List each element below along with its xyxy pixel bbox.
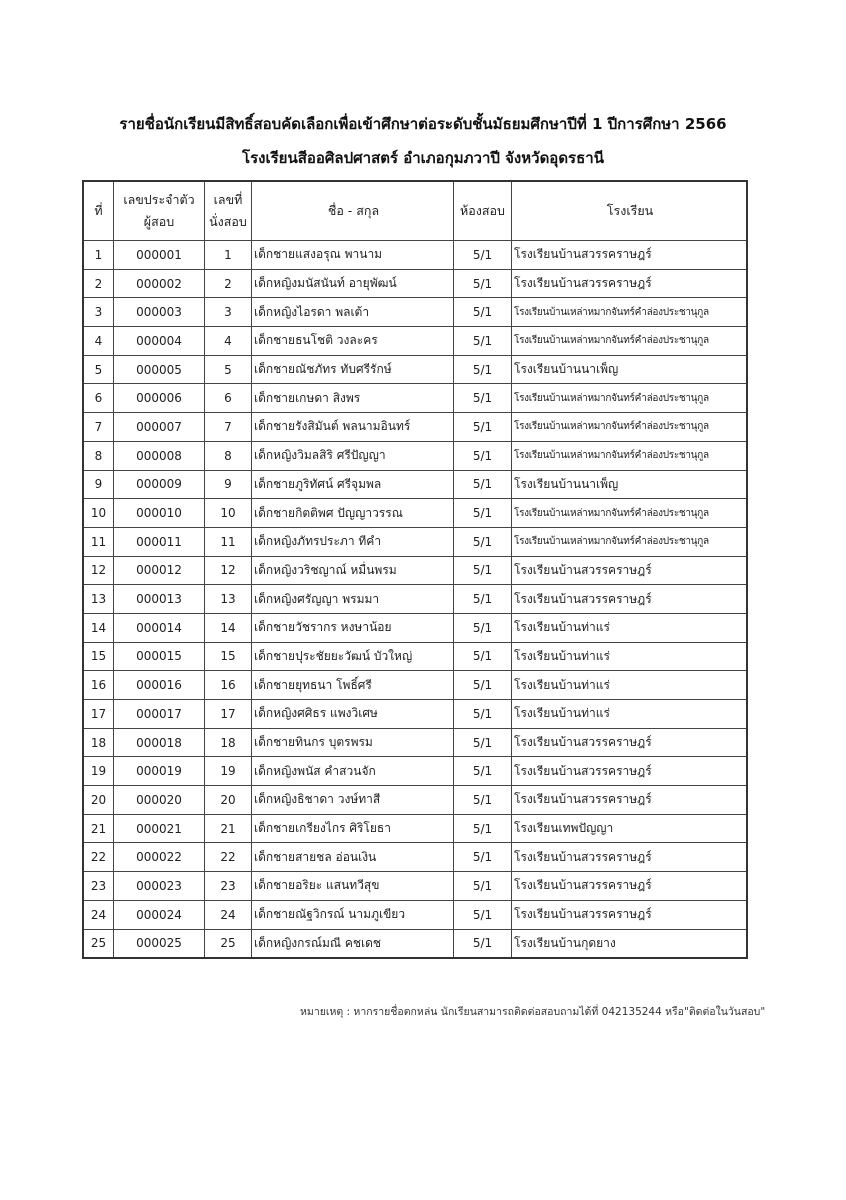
table-row bbox=[83, 900, 747, 929]
table-row bbox=[83, 757, 747, 786]
cell-no: 21 bbox=[83, 814, 114, 843]
cell-seat: 3 bbox=[205, 298, 252, 327]
cell-seat: 5 bbox=[205, 355, 252, 384]
cell-name: เด็กหญิงธิชาดา วงษ์ทาสี bbox=[252, 786, 454, 815]
col-header-exam-id bbox=[114, 181, 205, 241]
cell-seat: 22 bbox=[205, 843, 252, 872]
cell-room: 5/1 bbox=[454, 527, 512, 556]
cell-room: 5/1 bbox=[454, 499, 512, 528]
cell-school: โรงเรียนบ้านท่าแร่ bbox=[512, 613, 748, 642]
cell-exam-id: 000019 bbox=[114, 757, 205, 786]
cell-name: เด็กหญิงมนัสนันท์ อายุพัฒน์ bbox=[252, 269, 454, 298]
cell-exam-id: 000022 bbox=[114, 843, 205, 872]
cell-seat: 11 bbox=[205, 527, 252, 556]
cell-exam-id: 000025 bbox=[114, 929, 205, 958]
col-header-name: ชื่อ - สกุล bbox=[252, 181, 454, 241]
cell-school: โรงเรียนบ้านเหล่าหมากจันทร์คำล่องประชานุกูล bbox=[512, 413, 748, 442]
cell-no: 3 bbox=[83, 298, 114, 327]
cell-room: 5/1 bbox=[454, 814, 512, 843]
cell-school: โรงเรียนเทพปัญญา bbox=[512, 814, 748, 843]
cell-name: เด็กหญิงกรณ์มณี คชเดช bbox=[252, 929, 454, 958]
cell-name: เด็กชายณัฐวิกรณ์ นามภูเขียว bbox=[252, 900, 454, 929]
cell-no: 16 bbox=[83, 671, 114, 700]
table-row bbox=[83, 556, 747, 585]
col-header-school: โรงเรียน bbox=[512, 181, 748, 241]
cell-name: เด็กชายสายชล อ่อนเงิน bbox=[252, 843, 454, 872]
cell-exam-id: 000006 bbox=[114, 384, 205, 413]
cell-school: โรงเรียนบ้านเหล่าหมากจันทร์คำล่องประชานุกูล bbox=[512, 527, 748, 556]
table-row bbox=[83, 527, 747, 556]
cell-name: เด็กชายธนโชติ วงละคร bbox=[252, 327, 454, 356]
cell-exam-id: 000012 bbox=[114, 556, 205, 585]
cell-exam-id: 000015 bbox=[114, 642, 205, 671]
cell-no: 6 bbox=[83, 384, 114, 413]
cell-room: 5/1 bbox=[454, 556, 512, 585]
cell-no: 18 bbox=[83, 728, 114, 757]
cell-exam-id: 000003 bbox=[114, 298, 205, 327]
cell-school: โรงเรียนบ้านสวรรคราษฎร์ bbox=[512, 556, 748, 585]
table-row bbox=[83, 786, 747, 815]
cell-seat: 4 bbox=[205, 327, 252, 356]
cell-seat: 24 bbox=[205, 900, 252, 929]
cell-name: เด็กชายแสงอรุณ พานาม bbox=[252, 241, 454, 270]
cell-seat: 16 bbox=[205, 671, 252, 700]
cell-room: 5/1 bbox=[454, 355, 512, 384]
cell-room: 5/1 bbox=[454, 929, 512, 958]
cell-exam-id: 000008 bbox=[114, 441, 205, 470]
cell-seat: 14 bbox=[205, 613, 252, 642]
cell-exam-id: 000023 bbox=[114, 872, 205, 901]
table-row bbox=[83, 843, 747, 872]
cell-room: 5/1 bbox=[454, 843, 512, 872]
cell-room: 5/1 bbox=[454, 613, 512, 642]
col-header-seat-line1: เลขที่ bbox=[213, 192, 243, 207]
footer-note: หมายเหตุ : หากรายชื่อตกหล่น นักเรียนสามารถติดต่อสอบถามได้ที่ 042135244 หรือ"ติดต่อในวันสอบ" bbox=[300, 1006, 766, 1018]
col-header-no: ที่ bbox=[83, 181, 114, 241]
cell-school: โรงเรียนบ้านเหล่าหมากจันทร์คำล่องประชานุกูล bbox=[512, 441, 748, 470]
cell-name: เด็กชายอริยะ แสนทวีสุข bbox=[252, 872, 454, 901]
cell-room: 5/1 bbox=[454, 384, 512, 413]
cell-no: 20 bbox=[83, 786, 114, 815]
cell-exam-id: 000001 bbox=[114, 241, 205, 270]
cell-name: เด็กหญิงศรัญญา พรมมา bbox=[252, 585, 454, 614]
cell-name: เด็กชายกิตติพศ ปัญญาวรรณ bbox=[252, 499, 454, 528]
table-row bbox=[83, 585, 747, 614]
table-row bbox=[83, 814, 747, 843]
col-header-exam-id-line1: เลขประจำตัว bbox=[123, 192, 195, 207]
table-row bbox=[83, 700, 747, 729]
cell-no: 1 bbox=[83, 241, 114, 270]
col-header-room: ห้องสอบ bbox=[454, 181, 512, 241]
cell-school: โรงเรียนบ้านสวรรคราษฎร์ bbox=[512, 269, 748, 298]
cell-no: 5 bbox=[83, 355, 114, 384]
cell-name: เด็กชายทินกร บุตรพรม bbox=[252, 728, 454, 757]
cell-name: เด็กชายปุระชัยยะวัฒน์ บัวใหญ่ bbox=[252, 642, 454, 671]
cell-no: 22 bbox=[83, 843, 114, 872]
table-header-row bbox=[83, 181, 747, 241]
cell-school: โรงเรียนบ้านท่าแร่ bbox=[512, 642, 748, 671]
cell-school: โรงเรียนบ้านนาเพ็ญ bbox=[512, 470, 748, 499]
cell-seat: 9 bbox=[205, 470, 252, 499]
cell-school: โรงเรียนบ้านท่าแร่ bbox=[512, 671, 748, 700]
cell-name: เด็กชายยุทธนา โพธิ์ศรี bbox=[252, 671, 454, 700]
cell-name: เด็กหญิงศศิธร แพงวิเศษ bbox=[252, 700, 454, 729]
table-body bbox=[83, 241, 747, 959]
document-subtitle: โรงเรียนสีออศิลปศาสตร์ อำเภอกุมภวาปี จังหวัดอุดรธานี bbox=[242, 149, 604, 167]
cell-exam-id: 000007 bbox=[114, 413, 205, 442]
cell-seat: 18 bbox=[205, 728, 252, 757]
cell-exam-id: 000020 bbox=[114, 786, 205, 815]
cell-no: 4 bbox=[83, 327, 114, 356]
cell-school: โรงเรียนบ้านสวรรคราษฎร์ bbox=[512, 872, 748, 901]
col-header-seat-line2: นั่งสอบ bbox=[209, 214, 247, 229]
table-row bbox=[83, 929, 747, 958]
cell-room: 5/1 bbox=[454, 786, 512, 815]
cell-school: โรงเรียนบ้านนาเพ็ญ bbox=[512, 355, 748, 384]
table-row bbox=[83, 872, 747, 901]
cell-room: 5/1 bbox=[454, 269, 512, 298]
cell-name: เด็กชายวัชรากร หงษาน้อย bbox=[252, 613, 454, 642]
cell-school: โรงเรียนบ้านท่าแร่ bbox=[512, 700, 748, 729]
cell-seat: 7 bbox=[205, 413, 252, 442]
cell-no: 24 bbox=[83, 900, 114, 929]
cell-school: โรงเรียนบ้านสวรรคราษฎร์ bbox=[512, 900, 748, 929]
cell-seat: 23 bbox=[205, 872, 252, 901]
cell-no: 2 bbox=[83, 269, 114, 298]
cell-no: 15 bbox=[83, 642, 114, 671]
cell-name: เด็กชายณัชภัทร ทับศรีรักษ์ bbox=[252, 355, 454, 384]
table-row bbox=[83, 499, 747, 528]
table-row bbox=[83, 613, 747, 642]
cell-school: โรงเรียนบ้านสวรรคราษฎร์ bbox=[512, 843, 748, 872]
table-row bbox=[83, 642, 747, 671]
document-title: รายชื่อนักเรียนมีสิทธิ์สอบคัดเลือกเพื่อเข้าศึกษาต่อระดับชั้นมัธยมศึกษาปีที่ 1 ปีการศึกษา 2566 bbox=[119, 115, 727, 133]
cell-room: 5/1 bbox=[454, 441, 512, 470]
cell-seat: 21 bbox=[205, 814, 252, 843]
cell-no: 9 bbox=[83, 470, 114, 499]
cell-exam-id: 000014 bbox=[114, 613, 205, 642]
cell-exam-id: 000021 bbox=[114, 814, 205, 843]
table-row bbox=[83, 384, 747, 413]
cell-school: โรงเรียนบ้านเหล่าหมากจันทร์คำล่องประชานุกูล bbox=[512, 499, 748, 528]
table-row bbox=[83, 298, 747, 327]
col-header-seat bbox=[205, 181, 252, 241]
cell-room: 5/1 bbox=[454, 413, 512, 442]
cell-seat: 25 bbox=[205, 929, 252, 958]
cell-no: 10 bbox=[83, 499, 114, 528]
cell-room: 5/1 bbox=[454, 327, 512, 356]
cell-no: 13 bbox=[83, 585, 114, 614]
cell-exam-id: 000017 bbox=[114, 700, 205, 729]
cell-room: 5/1 bbox=[454, 671, 512, 700]
cell-no: 7 bbox=[83, 413, 114, 442]
cell-exam-id: 000010 bbox=[114, 499, 205, 528]
cell-room: 5/1 bbox=[454, 757, 512, 786]
cell-seat: 6 bbox=[205, 384, 252, 413]
cell-no: 12 bbox=[83, 556, 114, 585]
cell-seat: 20 bbox=[205, 786, 252, 815]
table-row bbox=[83, 355, 747, 384]
cell-no: 25 bbox=[83, 929, 114, 958]
cell-seat: 1 bbox=[205, 241, 252, 270]
table-row bbox=[83, 269, 747, 298]
cell-name: เด็กชายรังสิมันต์ พลนามอินทร์ bbox=[252, 413, 454, 442]
cell-seat: 10 bbox=[205, 499, 252, 528]
table-row bbox=[83, 241, 747, 270]
student-roster-table bbox=[82, 180, 748, 959]
cell-room: 5/1 bbox=[454, 298, 512, 327]
cell-seat: 17 bbox=[205, 700, 252, 729]
table-row bbox=[83, 441, 747, 470]
cell-school: โรงเรียนบ้านเหล่าหมากจันทร์คำล่องประชานุกูล bbox=[512, 327, 748, 356]
table-row bbox=[83, 470, 747, 499]
cell-exam-id: 000018 bbox=[114, 728, 205, 757]
cell-seat: 8 bbox=[205, 441, 252, 470]
cell-name: เด็กหญิงพนัส คำสวนจัก bbox=[252, 757, 454, 786]
table-row bbox=[83, 327, 747, 356]
cell-room: 5/1 bbox=[454, 642, 512, 671]
cell-room: 5/1 bbox=[454, 872, 512, 901]
cell-exam-id: 000004 bbox=[114, 327, 205, 356]
cell-name: เด็กหญิงวริชญาณ์ หมื่นพรม bbox=[252, 556, 454, 585]
cell-no: 17 bbox=[83, 700, 114, 729]
cell-school: โรงเรียนบ้านเหล่าหมากจันทร์คำล่องประชานุกูล bbox=[512, 298, 748, 327]
cell-no: 14 bbox=[83, 613, 114, 642]
col-header-exam-id-line2: ผู้สอบ bbox=[143, 214, 175, 229]
cell-name: เด็กหญิงไอรดา พลเต้า bbox=[252, 298, 454, 327]
table-row bbox=[83, 728, 747, 757]
cell-exam-id: 000002 bbox=[114, 269, 205, 298]
cell-school: โรงเรียนบ้านสวรรคราษฎร์ bbox=[512, 786, 748, 815]
cell-room: 5/1 bbox=[454, 900, 512, 929]
cell-room: 5/1 bbox=[454, 585, 512, 614]
cell-seat: 19 bbox=[205, 757, 252, 786]
cell-no: 23 bbox=[83, 872, 114, 901]
cell-name: เด็กหญิงวิมลสิริ ศรีปัญญา bbox=[252, 441, 454, 470]
cell-room: 5/1 bbox=[454, 728, 512, 757]
cell-no: 11 bbox=[83, 527, 114, 556]
cell-room: 5/1 bbox=[454, 470, 512, 499]
cell-school: โรงเรียนบ้านเหล่าหมากจันทร์คำล่องประชานุกูล bbox=[512, 384, 748, 413]
cell-seat: 13 bbox=[205, 585, 252, 614]
cell-seat: 2 bbox=[205, 269, 252, 298]
cell-no: 8 bbox=[83, 441, 114, 470]
cell-exam-id: 000024 bbox=[114, 900, 205, 929]
cell-seat: 12 bbox=[205, 556, 252, 585]
cell-exam-id: 000009 bbox=[114, 470, 205, 499]
cell-school: โรงเรียนบ้านสวรรคราษฎร์ bbox=[512, 241, 748, 270]
cell-exam-id: 000005 bbox=[114, 355, 205, 384]
table-row bbox=[83, 671, 747, 700]
table-row bbox=[83, 413, 747, 442]
cell-seat: 15 bbox=[205, 642, 252, 671]
cell-exam-id: 000016 bbox=[114, 671, 205, 700]
cell-name: เด็กชายเกษดา สิงพร bbox=[252, 384, 454, 413]
cell-name: เด็กชายภูริทัศน์ ศรีจุมพล bbox=[252, 470, 454, 499]
cell-name: เด็กหญิงภัทรประภา ทีคำ bbox=[252, 527, 454, 556]
cell-school: โรงเรียนบ้านสวรรคราษฎร์ bbox=[512, 728, 748, 757]
cell-no: 19 bbox=[83, 757, 114, 786]
cell-room: 5/1 bbox=[454, 700, 512, 729]
cell-room: 5/1 bbox=[454, 241, 512, 270]
cell-exam-id: 000011 bbox=[114, 527, 205, 556]
cell-school: โรงเรียนบ้านสวรรคราษฎร์ bbox=[512, 757, 748, 786]
cell-school: โรงเรียนบ้านสวรรคราษฎร์ bbox=[512, 585, 748, 614]
cell-exam-id: 000013 bbox=[114, 585, 205, 614]
cell-name: เด็กชายเกรียงไกร ศิริโยธา bbox=[252, 814, 454, 843]
cell-school: โรงเรียนบ้านกุดยาง bbox=[512, 929, 748, 958]
